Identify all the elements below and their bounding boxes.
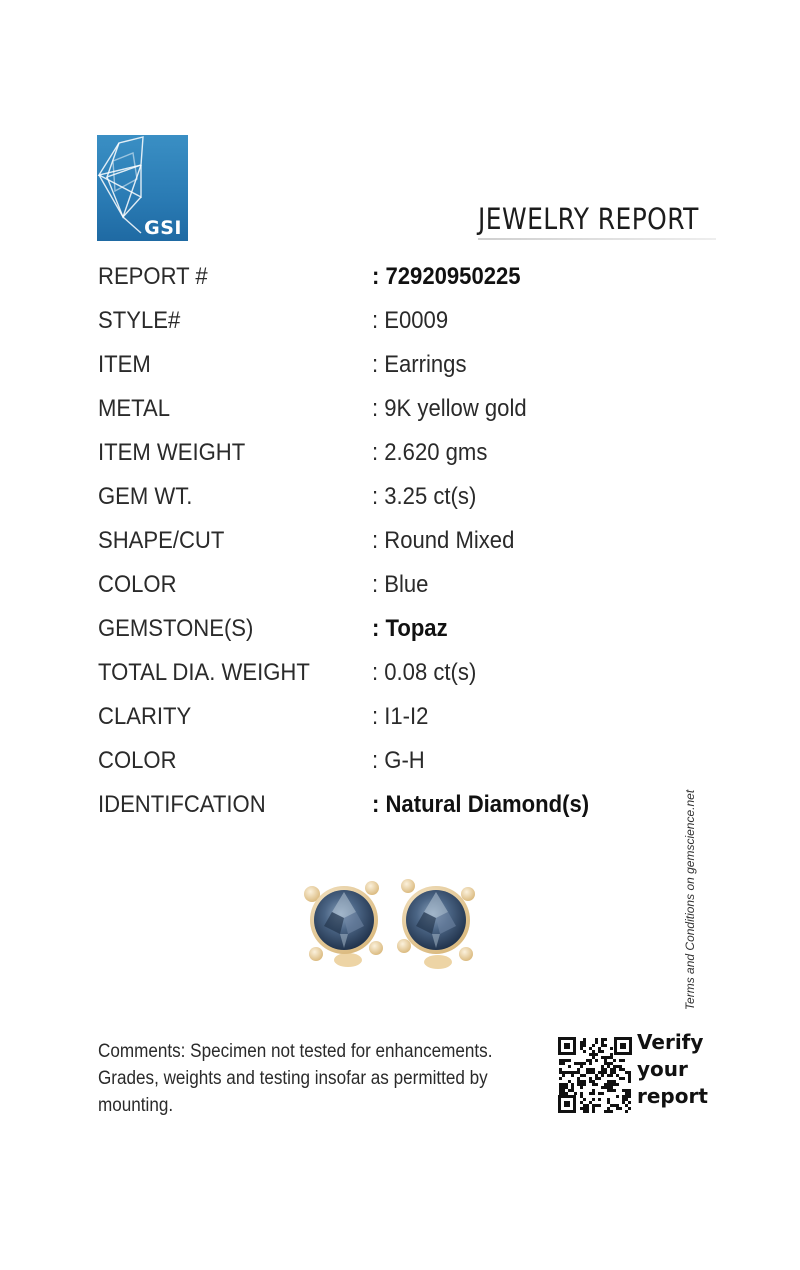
- detail-row-total-dia-weight: [98, 655, 658, 699]
- logo-text: GSI: [144, 217, 182, 239]
- qr-module: [628, 1101, 631, 1104]
- qr-module: [580, 1086, 583, 1089]
- detail-label: ITEM WEIGHT: [98, 439, 246, 466]
- detail-row-clarity: [98, 699, 658, 743]
- qr-module: [598, 1098, 601, 1101]
- detail-row-report-number: [98, 259, 658, 303]
- qr-module: [601, 1086, 604, 1089]
- qr-module: [628, 1089, 631, 1092]
- qr-module: [610, 1056, 613, 1059]
- qr-module: [619, 1077, 622, 1080]
- qr-module: [568, 1059, 571, 1062]
- qr-module: [628, 1077, 631, 1080]
- qr-module: [604, 1059, 607, 1062]
- qr-module: [562, 1074, 565, 1077]
- qr-module: [607, 1062, 610, 1065]
- qr-module: [562, 1089, 565, 1092]
- qr-module: [607, 1101, 610, 1104]
- qr-module: [625, 1098, 628, 1101]
- qr-module: [586, 1107, 589, 1110]
- qr-module: [628, 1107, 631, 1110]
- qr-module: [607, 1107, 610, 1110]
- qr-module: [589, 1101, 592, 1104]
- qr-module: [628, 1080, 631, 1083]
- qr-module: [607, 1074, 610, 1077]
- qr-module: [625, 1092, 628, 1095]
- detail-value: : 72920950225: [372, 263, 521, 290]
- qr-module: [622, 1068, 625, 1071]
- qr-module: [580, 1107, 583, 1110]
- qr-module: [592, 1107, 595, 1110]
- qr-module: [598, 1104, 601, 1107]
- qr-module: [589, 1059, 592, 1062]
- qr-module: [559, 1068, 562, 1071]
- qr-module: [589, 1062, 592, 1065]
- qr-module: [571, 1086, 574, 1089]
- detail-label: GEMSTONE(S): [98, 615, 254, 642]
- qr-module: [562, 1062, 565, 1065]
- qr-module: [592, 1104, 595, 1107]
- qr-module: [610, 1080, 613, 1083]
- qr-module: [574, 1092, 577, 1095]
- qr-module: [592, 1044, 595, 1047]
- qr-module: [580, 1095, 583, 1098]
- comments-line: Grades, weights and testing insofar as permitted by: [98, 1068, 488, 1089]
- qr-module: [583, 1038, 586, 1041]
- detail-value: : 3.25 ct(s): [372, 483, 477, 510]
- verify-line: your: [637, 1057, 688, 1081]
- qr-module: [583, 1080, 586, 1083]
- qr-module: [592, 1056, 595, 1059]
- qr-module: [580, 1092, 583, 1095]
- detail-value: : G-H: [372, 747, 425, 774]
- detail-value: : E0009: [372, 307, 449, 334]
- qr-module: [568, 1089, 571, 1092]
- qr-module: [577, 1071, 580, 1074]
- detail-value: : Round Mixed: [372, 527, 515, 554]
- qr-module: [577, 1068, 580, 1071]
- qr-module: [607, 1089, 610, 1092]
- qr-module: [595, 1038, 598, 1041]
- qr-module: [616, 1065, 619, 1068]
- qr-module: [592, 1092, 595, 1095]
- qr-module: [562, 1092, 565, 1095]
- qr-module: [610, 1062, 613, 1065]
- verify-line: report: [637, 1084, 708, 1108]
- qr-module: [580, 1080, 583, 1083]
- qr-module: [583, 1110, 586, 1113]
- qr-module: [559, 1086, 562, 1089]
- qr-module: [607, 1098, 610, 1101]
- detail-row-gemstone: [98, 611, 658, 655]
- qr-module: [613, 1059, 616, 1062]
- verify-report-link[interactable]: [637, 1029, 708, 1110]
- qr-module: [577, 1062, 580, 1065]
- qr-module: [565, 1086, 568, 1089]
- qr-module: [628, 1074, 631, 1077]
- qr-module: [568, 1071, 571, 1074]
- qr-module: [598, 1092, 601, 1095]
- qr-module: [601, 1074, 604, 1077]
- qr-module: [568, 1065, 571, 1068]
- qr-module: [601, 1038, 604, 1041]
- qr-module: [598, 1050, 601, 1053]
- qr-module: [583, 1083, 586, 1086]
- detail-row-identification: [98, 787, 658, 831]
- qr-module: [619, 1107, 622, 1110]
- qr-module: [604, 1056, 607, 1059]
- qr-module: [589, 1071, 592, 1074]
- qr-module: [574, 1062, 577, 1065]
- report-title: JEWELRY REPORT: [478, 202, 699, 236]
- report-details: [98, 259, 658, 831]
- right-earring: [397, 879, 475, 969]
- qr-module: [595, 1041, 598, 1044]
- detail-label: REPORT #: [98, 263, 208, 290]
- qr-module: [598, 1077, 601, 1080]
- qr-module: [565, 1092, 568, 1095]
- detail-value: : 0.08 ct(s): [372, 659, 477, 686]
- qr-module: [571, 1071, 574, 1074]
- qr-module: [625, 1095, 628, 1098]
- qr-module: [595, 1104, 598, 1107]
- qr-module: [613, 1071, 616, 1074]
- detail-label: SHAPE/CUT: [98, 527, 225, 554]
- qr-module: [559, 1083, 562, 1086]
- detail-value: : Natural Diamond(s): [372, 791, 590, 818]
- qr-module: [610, 1053, 613, 1056]
- qr-module: [610, 1089, 613, 1092]
- qr-module: [592, 1068, 595, 1071]
- qr-module: [583, 1107, 586, 1110]
- qr-module: [592, 1080, 595, 1083]
- detail-value: : 9K yellow gold: [372, 395, 527, 422]
- qr-module: [604, 1110, 607, 1113]
- detail-row-metal: [98, 391, 658, 435]
- detail-value: : I1-I2: [372, 703, 429, 730]
- qr-module: [583, 1098, 586, 1101]
- qr-module: [586, 1068, 589, 1071]
- qr-module: [625, 1110, 628, 1113]
- qr-module: [577, 1080, 580, 1083]
- qr-module: [601, 1056, 604, 1059]
- earrings-photo: [296, 868, 486, 983]
- qr-module: [601, 1068, 604, 1071]
- detail-label: ITEM: [98, 351, 151, 378]
- detail-row-style: [98, 303, 658, 347]
- qr-module: [610, 1047, 613, 1050]
- detail-row-item: [98, 347, 658, 391]
- qr-module: [622, 1077, 625, 1080]
- qr-module: [571, 1074, 574, 1077]
- detail-row-color: [98, 567, 658, 611]
- qr-module: [622, 1095, 625, 1098]
- detail-value: : 2.620 gms: [372, 439, 488, 466]
- qr-module: [607, 1083, 610, 1086]
- qr-module: [628, 1071, 631, 1074]
- detail-row-item-weight: [98, 435, 658, 479]
- qr-module: [610, 1071, 613, 1074]
- detail-label: TOTAL DIA. WEIGHT: [98, 659, 310, 686]
- qr-module: [574, 1071, 577, 1074]
- qr-module: [610, 1086, 613, 1089]
- qr-module: [562, 1059, 565, 1062]
- qr-module: [559, 1092, 562, 1095]
- qr-code[interactable]: [558, 1037, 632, 1113]
- qr-module: [592, 1089, 595, 1092]
- qr-module: [577, 1077, 580, 1080]
- qr-module: [595, 1074, 598, 1077]
- qr-module: [607, 1056, 610, 1059]
- qr-module: [619, 1068, 622, 1071]
- qr-module: [604, 1086, 607, 1089]
- detail-label: CLARITY: [98, 703, 192, 730]
- detail-label: COLOR: [98, 571, 177, 598]
- qr-module: [601, 1044, 604, 1047]
- qr-module: [571, 1089, 574, 1092]
- qr-module: [625, 1104, 628, 1107]
- detail-row-gem-weight: [98, 479, 658, 523]
- qr-module: [559, 1062, 562, 1065]
- qr-module: [613, 1080, 616, 1083]
- qr-module: [583, 1074, 586, 1077]
- qr-module: [577, 1083, 580, 1086]
- qr-module: [595, 1059, 598, 1062]
- qr-module: [598, 1047, 601, 1050]
- qr-module: [583, 1044, 586, 1047]
- qr-module: [589, 1080, 592, 1083]
- left-earring: [304, 881, 383, 967]
- qr-module: [595, 1083, 598, 1086]
- terms-link[interactable]: Terms and Conditions on gemscience.net: [683, 789, 697, 1011]
- qr-module: [589, 1047, 592, 1050]
- qr-module: [580, 1065, 583, 1068]
- qr-module: [625, 1071, 628, 1074]
- qr-module: [568, 1080, 571, 1083]
- qr-module: [610, 1068, 613, 1071]
- comments-line: Comments: Specimen not tested for enhancements.: [98, 1041, 493, 1062]
- qr-module: [559, 1059, 562, 1062]
- detail-row-shape-cut: [98, 523, 658, 567]
- qr-module: [613, 1065, 616, 1068]
- detail-label: COLOR: [98, 747, 177, 774]
- qr-module: [616, 1107, 619, 1110]
- qr-module: [580, 1062, 583, 1065]
- detail-value: : Earrings: [372, 351, 467, 378]
- qr-module: [622, 1089, 625, 1092]
- qr-module: [604, 1038, 607, 1041]
- qr-module: [559, 1071, 562, 1074]
- qr-module: [559, 1077, 562, 1080]
- qr-module: [592, 1050, 595, 1053]
- qr-module: [580, 1074, 583, 1077]
- qr-module: [607, 1086, 610, 1089]
- qr-module: [601, 1092, 604, 1095]
- qr-module: [571, 1083, 574, 1086]
- detail-value: : Blue: [372, 571, 429, 598]
- detail-row-diamond-color: [98, 743, 658, 787]
- qr-module: [616, 1074, 619, 1077]
- qr-module: [580, 1041, 583, 1044]
- qr-module: [601, 1065, 604, 1068]
- qr-module: [628, 1092, 631, 1095]
- qr-module: [562, 1071, 565, 1074]
- qr-module: [616, 1095, 619, 1098]
- qr-module: [583, 1050, 586, 1053]
- qr-module: [586, 1110, 589, 1113]
- qr-module: [586, 1071, 589, 1074]
- qr-module: [580, 1083, 583, 1086]
- qr-module: [613, 1089, 616, 1092]
- qr-module: [565, 1059, 568, 1062]
- qr-module: [589, 1053, 592, 1056]
- qr-module: [613, 1083, 616, 1086]
- qr-module: [592, 1098, 595, 1101]
- qr-module: [589, 1092, 592, 1095]
- qr-module: [583, 1041, 586, 1044]
- qr-module: [604, 1068, 607, 1071]
- detail-label: GEM WT.: [98, 483, 193, 510]
- qr-module: [616, 1083, 619, 1086]
- qr-module: [580, 1044, 583, 1047]
- verify-line: Verify: [637, 1030, 704, 1054]
- qr-module: [595, 1077, 598, 1080]
- qr-module: [607, 1080, 610, 1083]
- qr-module: [610, 1074, 613, 1077]
- qr-module: [622, 1101, 625, 1104]
- qr-module: [607, 1065, 610, 1068]
- qr-module: [592, 1110, 595, 1113]
- qr-module: [589, 1077, 592, 1080]
- qr-module: [619, 1059, 622, 1062]
- qr-module: [562, 1086, 565, 1089]
- comments: [98, 1038, 512, 1119]
- qr-module: [619, 1065, 622, 1068]
- qr-module: [628, 1095, 631, 1098]
- qr-module: [565, 1071, 568, 1074]
- qr-module: [604, 1062, 607, 1065]
- qr-module: [601, 1071, 604, 1074]
- qr-module: [610, 1104, 613, 1107]
- qr-module: [592, 1071, 595, 1074]
- detail-label: METAL: [98, 395, 170, 422]
- qr-module: [604, 1044, 607, 1047]
- qr-module: [613, 1104, 616, 1107]
- qr-module: [604, 1071, 607, 1074]
- qr-module: [586, 1059, 589, 1062]
- qr-module: [592, 1053, 595, 1056]
- detail-label: STYLE#: [98, 307, 181, 334]
- heading-underline: [478, 238, 716, 240]
- qr-module: [610, 1083, 613, 1086]
- detail-value: : Topaz: [372, 615, 448, 642]
- qr-module: [586, 1104, 589, 1107]
- qr-module: [613, 1068, 616, 1071]
- qr-module: [583, 1062, 586, 1065]
- qr-module: [601, 1041, 604, 1044]
- detail-label: IDENTIFCATION: [98, 791, 266, 818]
- qr-module: [622, 1059, 625, 1062]
- qr-module: [598, 1071, 601, 1074]
- qr-module: [580, 1101, 583, 1104]
- qr-module: [592, 1083, 595, 1086]
- qr-module: [607, 1110, 610, 1113]
- qr-module: [601, 1050, 604, 1053]
- qr-module: [562, 1083, 565, 1086]
- qr-module: [622, 1098, 625, 1101]
- comments-line: mounting.: [98, 1095, 174, 1116]
- qr-module: [583, 1104, 586, 1107]
- gsi-logo: [97, 135, 188, 241]
- qr-module: [595, 1053, 598, 1056]
- qr-module: [610, 1110, 613, 1113]
- qr-module: [559, 1089, 562, 1092]
- qr-module: [580, 1047, 583, 1050]
- qr-module: [589, 1068, 592, 1071]
- qr-module: [625, 1089, 628, 1092]
- qr-module: [604, 1083, 607, 1086]
- qr-module: [565, 1083, 568, 1086]
- qr-module: [616, 1104, 619, 1107]
